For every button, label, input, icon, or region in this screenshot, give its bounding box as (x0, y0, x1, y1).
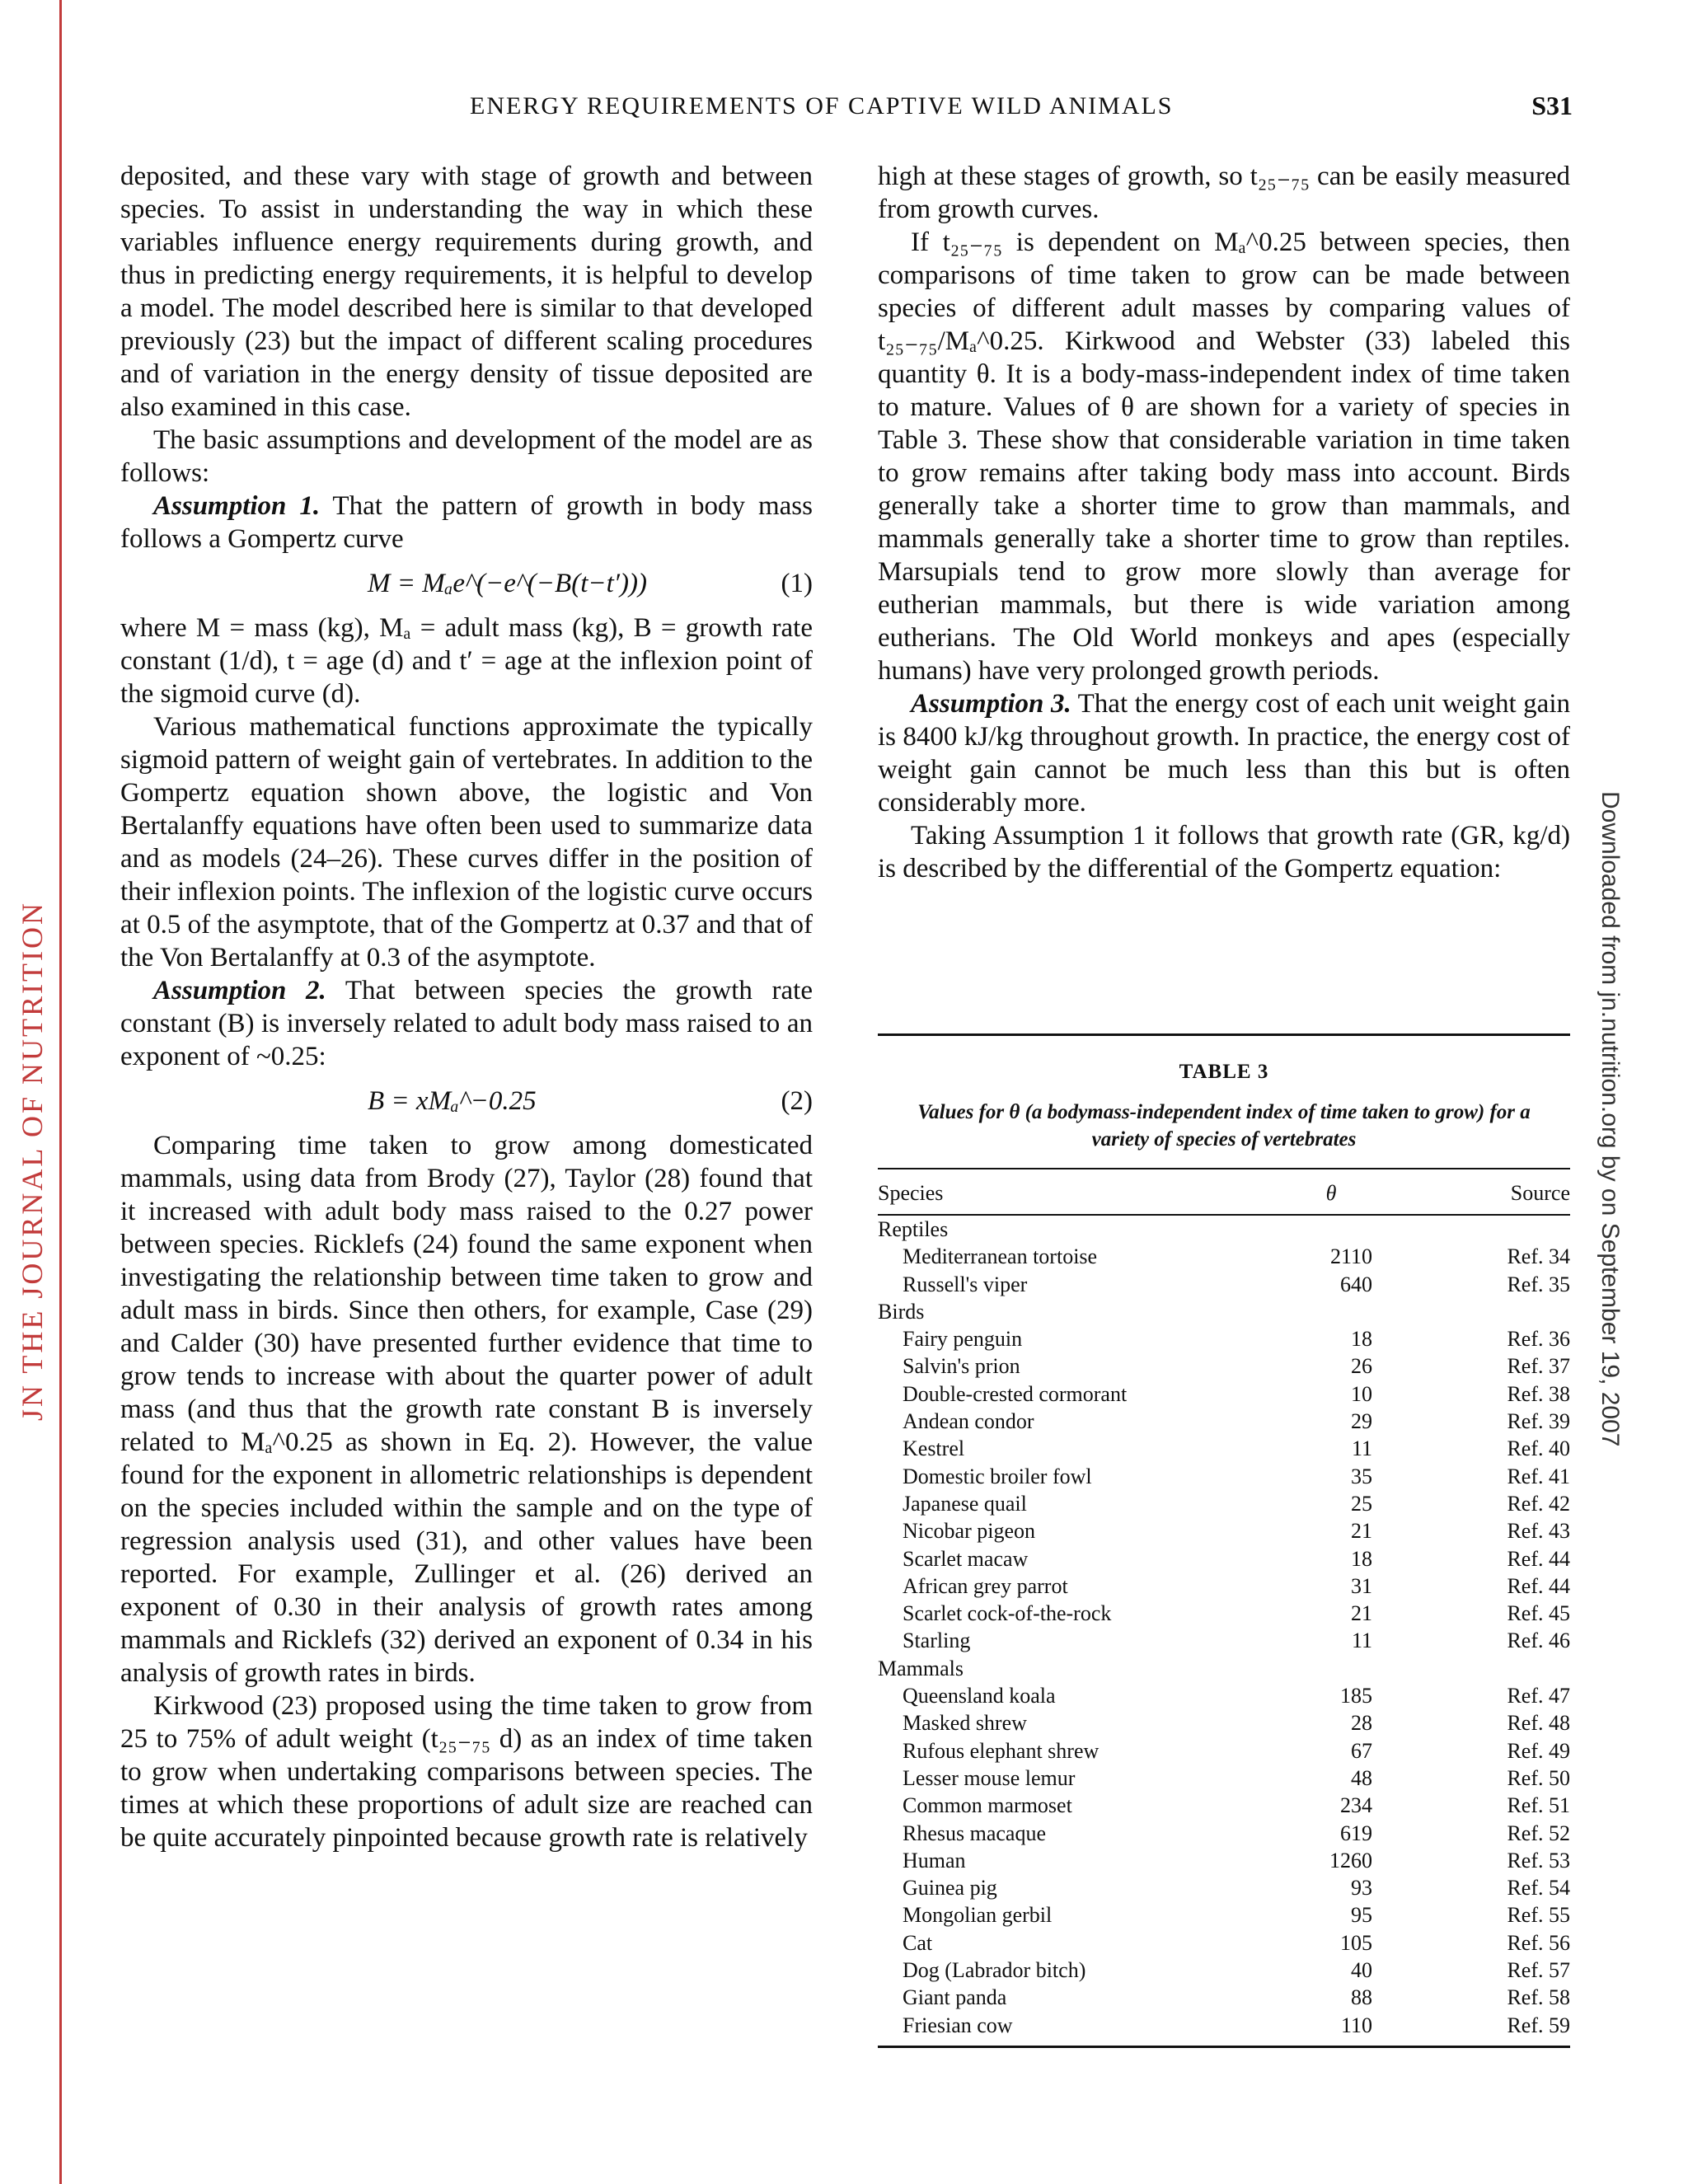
source-cell: Ref. 39 (1507, 1409, 1570, 1434)
paragraph: The basic assumptions and development of the model are as follows: (120, 425, 813, 488)
paragraph: where M = mass (kg), Mₐ = adult mass (kg), B = growth rate constant (1/d), t = age (d) and t′ = age at the inflexion point of the sigmoid curve (d). (120, 613, 813, 709)
journal-sidebar (15, 901, 49, 1421)
species-cell: Lesser mouse lemur (903, 1765, 1076, 1790)
table-row (878, 1380, 1570, 1408)
table-header-row (878, 1169, 1570, 1215)
source-cell: Ref. 55 (1507, 1903, 1570, 1928)
assumption-label: Assumption 1. (153, 491, 321, 521)
assumption-label: Assumption 3. (911, 689, 1071, 719)
source-cell: Ref. 42 (1507, 1491, 1570, 1516)
paragraph: Kirkwood (23) proposed using the time taken to grow from 25 to 75% of adult weight (t₂₅₋₇₅ d) as an index of time taken to grow when undertaking comparisons between species. The times at which these proportions of adult size are reached can be quite accurately pinpointed because growth rate is relatively (120, 1691, 813, 1853)
species-cell: Rhesus macaque (903, 1821, 1047, 1845)
theta-cell: 18 (1351, 1546, 1372, 1571)
species-cell: Mediterranean tortoise (903, 1244, 1098, 1269)
group-label: Birds (878, 1299, 925, 1324)
source-cell: Ref. 52 (1507, 1821, 1570, 1845)
theta-cell: 2110 (1329, 1244, 1372, 1269)
theta-cell: 35 (1351, 1464, 1372, 1488)
source-cell: Ref. 34 (1507, 1244, 1570, 1269)
source-cell: Ref. 35 (1507, 1272, 1570, 1296)
source-cell: Ref. 50 (1507, 1765, 1570, 1790)
table-row (878, 1463, 1570, 1490)
table-row (878, 1517, 1570, 1544)
theta-cell: 110 (1340, 2013, 1372, 2037)
table-row (878, 1352, 1570, 1380)
assumption-1 (120, 490, 813, 555)
theta-cell: 29 (1351, 1409, 1372, 1434)
equation-2 (120, 1078, 813, 1124)
table-row (878, 1490, 1570, 1517)
theta-cell: 18 (1351, 1327, 1372, 1352)
source-cell: Ref. 58 (1507, 1985, 1570, 2010)
table-row (878, 1243, 1570, 1270)
running-title: ENERGY REQUIREMENTS OF CAPTIVE WILD ANIMALS (470, 92, 1174, 120)
assumption-2 (120, 974, 813, 1073)
theta-cell: 234 (1340, 1793, 1372, 1818)
table-row (878, 1572, 1570, 1600)
theta-cell: 40 (1351, 1958, 1372, 1983)
species-cell: Domestic broiler fowl (903, 1464, 1092, 1488)
source-cell: Ref. 45 (1507, 1601, 1570, 1626)
table-row (878, 1737, 1570, 1765)
journal-name: JN THE JOURNAL OF NUTRITION (16, 901, 49, 1421)
species-cell: Russell's viper (903, 1272, 1028, 1296)
source-cell: Ref. 54 (1507, 1876, 1570, 1900)
download-notice-text: Downloaded from jn.nutrition.org by on September 19, 2007 (1597, 791, 1624, 1447)
source-cell: Ref. 48 (1507, 1711, 1570, 1736)
table-row (878, 1325, 1570, 1352)
paragraph: high at these stages of growth, so t₂₅₋₇₅ can be easily measured from growth curves. (878, 162, 1570, 224)
table-body (878, 1215, 1570, 2039)
theta-cell: 21 (1351, 1601, 1372, 1626)
header-species: Species (878, 1181, 944, 1205)
table-row (878, 1847, 1570, 1874)
theta-cell: 67 (1351, 1738, 1372, 1763)
equation-number: (2) (781, 1086, 813, 1116)
table-row (878, 1408, 1570, 1435)
theta-cell: 11 (1351, 1436, 1372, 1461)
table-row (878, 1627, 1570, 1654)
species-cell: Common marmoset (903, 1793, 1072, 1818)
species-cell: Andean condor (903, 1409, 1034, 1434)
table-title: TABLE 3 (1179, 1061, 1269, 1083)
source-cell: Ref. 36 (1507, 1327, 1570, 1352)
theta-cell: 93 (1351, 1876, 1372, 1900)
assumption-text: That the energy cost of each unit weight gain is 8400 kJ/kg throughout growth. In practice, the energy cost of weight gain cannot be much less than this but is often considerably more. (878, 689, 1570, 818)
group-label: Reptiles (878, 1217, 949, 1241)
table-row (878, 1545, 1570, 1572)
table-row (878, 2012, 1570, 2039)
source-cell: Ref. 49 (1507, 1738, 1570, 1763)
paragraph: deposited, and these vary with stage of growth and between species. To assist in understanding the way in which these variables influence energy requirements during growth, and thus in predicting energy requirements, it is helpful to develop a model. The model described here is similar to that developed previously (23) but the impact of different scaling procedures and of variation in the energy density of tissue deposited are also examined in this case. (120, 162, 813, 422)
equation-expression: M = Mₐe^(−e^(−B(t−t′))) (368, 569, 647, 598)
left-column (120, 160, 813, 1854)
theta-cell: 1260 (1329, 1848, 1372, 1872)
source-cell: Ref. 38 (1507, 1381, 1570, 1406)
theta-cell: 619 (1340, 1821, 1372, 1845)
species-cell: Human (903, 1848, 966, 1872)
species-cell: Kestrel (903, 1436, 965, 1461)
table-row (878, 1792, 1570, 1819)
source-cell: Ref. 43 (1507, 1519, 1570, 1544)
table-row (878, 1820, 1570, 1847)
assumption-3 (878, 687, 1570, 819)
source-cell: Ref. 41 (1507, 1464, 1570, 1488)
source-cell: Ref. 56 (1507, 1930, 1570, 1955)
source-cell: Ref. 59 (1507, 2013, 1570, 2037)
species-cell: Dog (Labrador bitch) (903, 1958, 1086, 1983)
table-group-row (878, 1655, 1570, 1682)
table-group-row (878, 1215, 1570, 1243)
table-bottom-rule (878, 2046, 1570, 2048)
right-column (878, 160, 1570, 885)
species-cell: Starling (903, 1629, 971, 1653)
table-group-row (878, 1298, 1570, 1325)
table-row (878, 1709, 1570, 1736)
theta-cell: 185 (1340, 1684, 1372, 1708)
table-row (878, 1984, 1570, 2011)
species-cell: Scarlet macaw (903, 1546, 1029, 1571)
source-cell: Ref. 37 (1507, 1354, 1570, 1379)
assumption-text: That the pattern of growth in body mass follows a Gompertz curve (120, 491, 813, 554)
source-cell: Ref. 51 (1507, 1793, 1570, 1818)
species-cell: Nicobar pigeon (903, 1519, 1036, 1544)
table-caption: Values for θ (a bodymass-independent index of time taken to grow) for a variety of species of vertebrates (917, 1101, 1531, 1151)
source-cell: Ref. 40 (1507, 1436, 1570, 1461)
theta-cell: 105 (1340, 1930, 1372, 1955)
species-cell: Guinea pig (903, 1876, 997, 1900)
source-cell: Ref. 44 (1507, 1546, 1570, 1571)
species-cell: Rufous elephant shrew (903, 1738, 1100, 1763)
table-row (878, 1874, 1570, 1901)
table-row (878, 1901, 1570, 1929)
table-row (878, 1765, 1570, 1792)
assumption-text: That between species the growth rate constant (B) is inversely related to adult body mass raised to an exponent of ~0.25: (120, 976, 813, 1071)
group-label: Mammals (878, 1656, 964, 1680)
paragraph: Comparing time taken to grow among domesticated mammals, using data from Brody (27), Taylor (28) found that it increased with adult body mass raised to the 0.27 power between species. Ricklefs (24) found the same exponent when investigating the relationship between time taken to grow and adult mass in birds. Since then others, for example, Case (29) and Calder (30) have presented further evidence that time to grow tends to increase with about the quarter power of adult mass (and thus that the growth rate constant B is inversely related to Mₐ^0.25 as shown in Eq. 2). However, the value found for the exponent in allometric relationships is dependent on the species included within the sample and on the type of regression analysis used (31), and other values have been reported. For example, Zullinger et al. (26) derived an exponent of 0.30 in their analysis of growth rates among mammals and Ricklefs (32) derived an exponent of 0.34 in his analysis of growth rates in birds. (120, 1131, 813, 1688)
source-cell: Ref. 57 (1507, 1958, 1570, 1983)
species-cell: Cat (903, 1930, 933, 1955)
page-number: S31 (1531, 91, 1573, 120)
species-cell: Friesian cow (903, 2013, 1013, 2037)
table-top-rule (878, 1033, 1570, 1036)
theta-cell: 11 (1351, 1629, 1372, 1653)
theta-cell: 640 (1340, 1272, 1372, 1296)
paragraph: If t₂₅₋₇₅ is dependent on Mₐ^0.25 between species, then comparisons of time taken to grow can be made between species of different adult masses by comparing values of t₂₅₋₇₅/Mₐ^0.25. Kirkwood and Webster (33) labeled this quantity θ. It is a body-mass-independent index of time taken to mature. Values of θ are shown for a variety of species in Table 3. These show that considerable variation in time taken to grow remains after taking body mass into account. Birds generally take a shorter time to grow than mammals, and mammals generally take a shorter time to grow than reptiles. Marsupials tend to grow more slowly than average for eutherian mammals, but there is wide variation among eutherians. The Old World monkeys and apes (especially humans) have very prolonged growth periods. (878, 227, 1570, 686)
table-3 (878, 1033, 1570, 2048)
data-table (878, 1169, 1570, 2039)
table-row (878, 1271, 1570, 1298)
source-cell: Ref. 44 (1507, 1573, 1570, 1598)
equation-1 (120, 560, 813, 607)
equation-number: (1) (781, 569, 813, 598)
species-cell: Scarlet cock-of-the-rock (903, 1601, 1112, 1626)
species-cell: Queensland koala (903, 1684, 1056, 1708)
paragraph: Taking Assumption 1 it follows that growth rate (GR, kg/d) is described by the differential of the Gompertz equation: (878, 821, 1570, 883)
species-cell: Salvin's prion (903, 1354, 1020, 1379)
theta-cell: 25 (1351, 1491, 1372, 1516)
theta-cell: 21 (1351, 1519, 1372, 1544)
margin-rule (59, 0, 62, 2184)
species-cell: Masked shrew (903, 1711, 1027, 1736)
equation-expression: B = xMₐ^−0.25 (368, 1086, 537, 1116)
table-row (878, 1682, 1570, 1709)
assumption-label: Assumption 2. (153, 976, 326, 1005)
paragraph: Various mathematical functions approximate the typically sigmoid pattern of weight gain of vertebrates. In addition to the Gompertz equation shown above, the logistic and Von Bertalanffy equations have often been used to summarize data and as models (24–26). These curves differ in the position of their inflexion points. The inflexion of the logistic curve occurs at 0.5 of the asymptote, that of the Gompertz at 0.37 and that of the Von Bertalanffy at 0.3 of the asymptote. (120, 712, 813, 972)
source-cell: Ref. 46 (1507, 1629, 1570, 1653)
header-source: Source (1510, 1181, 1570, 1205)
table-row (878, 1957, 1570, 1984)
header-theta: θ (1325, 1181, 1337, 1205)
theta-cell: 31 (1351, 1573, 1372, 1598)
species-cell: African grey parrot (903, 1573, 1068, 1598)
theta-cell: 28 (1351, 1711, 1372, 1736)
theta-cell: 26 (1351, 1354, 1372, 1379)
species-cell: Double-crested cormorant (903, 1381, 1128, 1406)
source-cell: Ref. 47 (1507, 1684, 1570, 1708)
theta-cell: 88 (1351, 1985, 1372, 2010)
table-row (878, 1600, 1570, 1627)
theta-cell: 48 (1351, 1765, 1372, 1790)
table-row (878, 1929, 1570, 1957)
species-cell: Mongolian gerbil (903, 1903, 1053, 1928)
theta-cell: 10 (1351, 1381, 1372, 1406)
species-cell: Giant panda (903, 1985, 1007, 2010)
source-cell: Ref. 53 (1507, 1848, 1570, 1872)
species-cell: Fairy penguin (903, 1327, 1023, 1352)
table-row (878, 1435, 1570, 1462)
species-cell: Japanese quail (903, 1491, 1027, 1516)
theta-cell: 95 (1351, 1903, 1372, 1928)
